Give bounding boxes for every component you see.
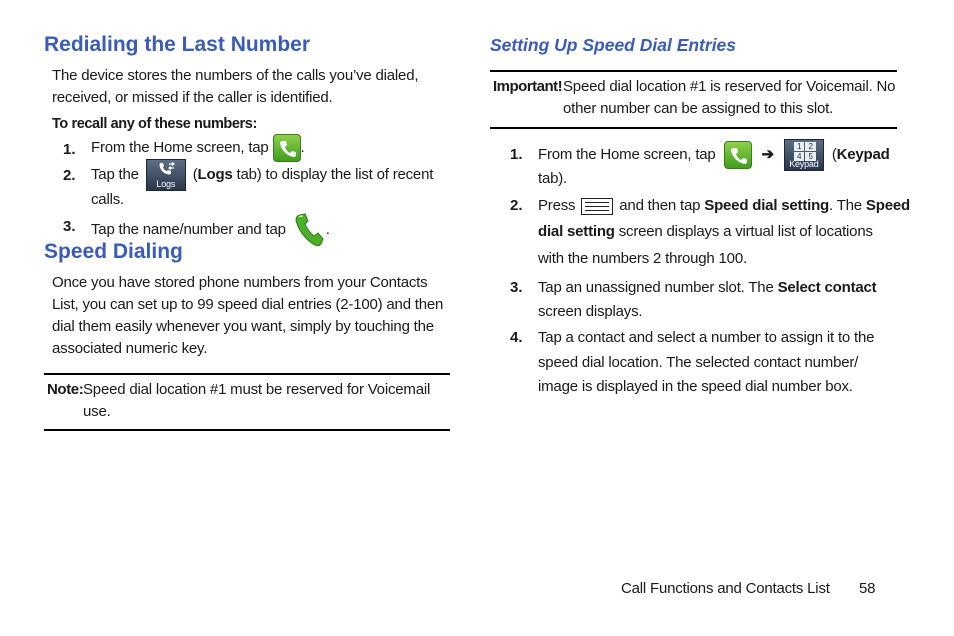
speed-step4-number: 4. bbox=[510, 329, 523, 346]
redial-step1: From the Home screen, tap . bbox=[91, 134, 305, 162]
heading-redialing: Redialing the Last Number bbox=[44, 33, 311, 56]
important-bottom-rule bbox=[490, 127, 897, 129]
speed-step4-line2: speed dial location. The selected contact number/ bbox=[538, 354, 859, 371]
heading-speed-dialing: Speed Dialing bbox=[44, 240, 183, 263]
speed-body-line1: Once you have stored phone numbers from your Contacts bbox=[52, 274, 428, 291]
speed-body-line2: List, you can set up to 99 speed dial entries (2-100) and then bbox=[52, 296, 444, 313]
speed-step4-line3: image is displayed in the speed dial number box. bbox=[538, 378, 853, 395]
redial-step2: Tap the Logs (Logs tab) to display the list of recent bbox=[91, 159, 433, 191]
keypad-icon-label: Keypad bbox=[789, 159, 819, 169]
important-top-rule bbox=[490, 70, 897, 72]
speed-step3-number: 3. bbox=[510, 279, 523, 296]
arrow-icon: ➔ bbox=[761, 145, 774, 163]
note-line1: Speed dial location #1 must be reserved for Voicemail bbox=[83, 381, 431, 398]
important-label: Important! bbox=[493, 78, 563, 95]
redial-step3: Tap the name/number and tap . bbox=[91, 213, 330, 247]
note-top-rule bbox=[44, 373, 450, 375]
redial-step1-number: 1. bbox=[63, 141, 76, 158]
logs-icon-label: Logs bbox=[156, 179, 176, 189]
redial-body-line2: received, or missed if the caller is identified. bbox=[52, 89, 333, 106]
menu-icon bbox=[581, 198, 613, 215]
phone-handset-icon bbox=[294, 213, 326, 247]
redial-step2-number: 2. bbox=[63, 167, 76, 184]
speed-step4-line1: Tap a contact and select a number to assign it to the bbox=[538, 329, 875, 346]
note-label: Note: bbox=[47, 381, 84, 398]
speed-step2-number: 2. bbox=[510, 197, 523, 214]
speed-body-line3: dial them easily whenever you want, simply by touching the bbox=[52, 318, 434, 335]
heading-setting-up: Setting Up Speed Dial Entries bbox=[490, 35, 737, 55]
footer-section-title: Call Functions and Contacts List bbox=[621, 580, 830, 597]
speed-step3: Tap an unassigned number slot. The Select contact bbox=[538, 279, 877, 296]
redial-body-line1: The device stores the numbers of the calls you’ve dialed, bbox=[52, 67, 419, 84]
speed-step1: From the Home screen, tap ➔ 1 2 4 5 Keypad (Keypad bbox=[538, 139, 890, 171]
phone-icon bbox=[273, 134, 301, 162]
keypad-icon: 1 2 4 5 Keypad bbox=[784, 139, 824, 171]
important-line2: other number can be assigned to this slot. bbox=[563, 100, 834, 117]
speed-step2: Press and then tap Speed dial setting. The Speed bbox=[538, 197, 910, 214]
important-line1: Speed dial location #1 is reserved for Voicemail. No bbox=[563, 78, 896, 95]
speed-step1-line2: tab). bbox=[538, 170, 568, 187]
note-bottom-rule bbox=[44, 429, 450, 431]
note-line2: use. bbox=[83, 403, 111, 420]
speed-step2-line2: dial setting screen displays a virtual list of locations bbox=[538, 223, 873, 240]
recall-subheading: To recall any of these numbers: bbox=[52, 116, 257, 132]
phone-icon bbox=[724, 141, 752, 169]
redial-step1-text: From the Home screen, tap bbox=[91, 138, 269, 156]
logs-icon bbox=[146, 159, 186, 191]
speed-body-line4: associated numeric key. bbox=[52, 340, 208, 357]
page-number: 58 bbox=[859, 580, 876, 597]
speed-step3-line2: screen displays. bbox=[538, 303, 643, 320]
redial-step3-number: 3. bbox=[63, 218, 76, 235]
speed-step1-number: 1. bbox=[510, 146, 523, 163]
speed-step2-line3: with the numbers 2 through 100. bbox=[538, 250, 747, 267]
redial-step2-line2: calls. bbox=[91, 191, 124, 208]
